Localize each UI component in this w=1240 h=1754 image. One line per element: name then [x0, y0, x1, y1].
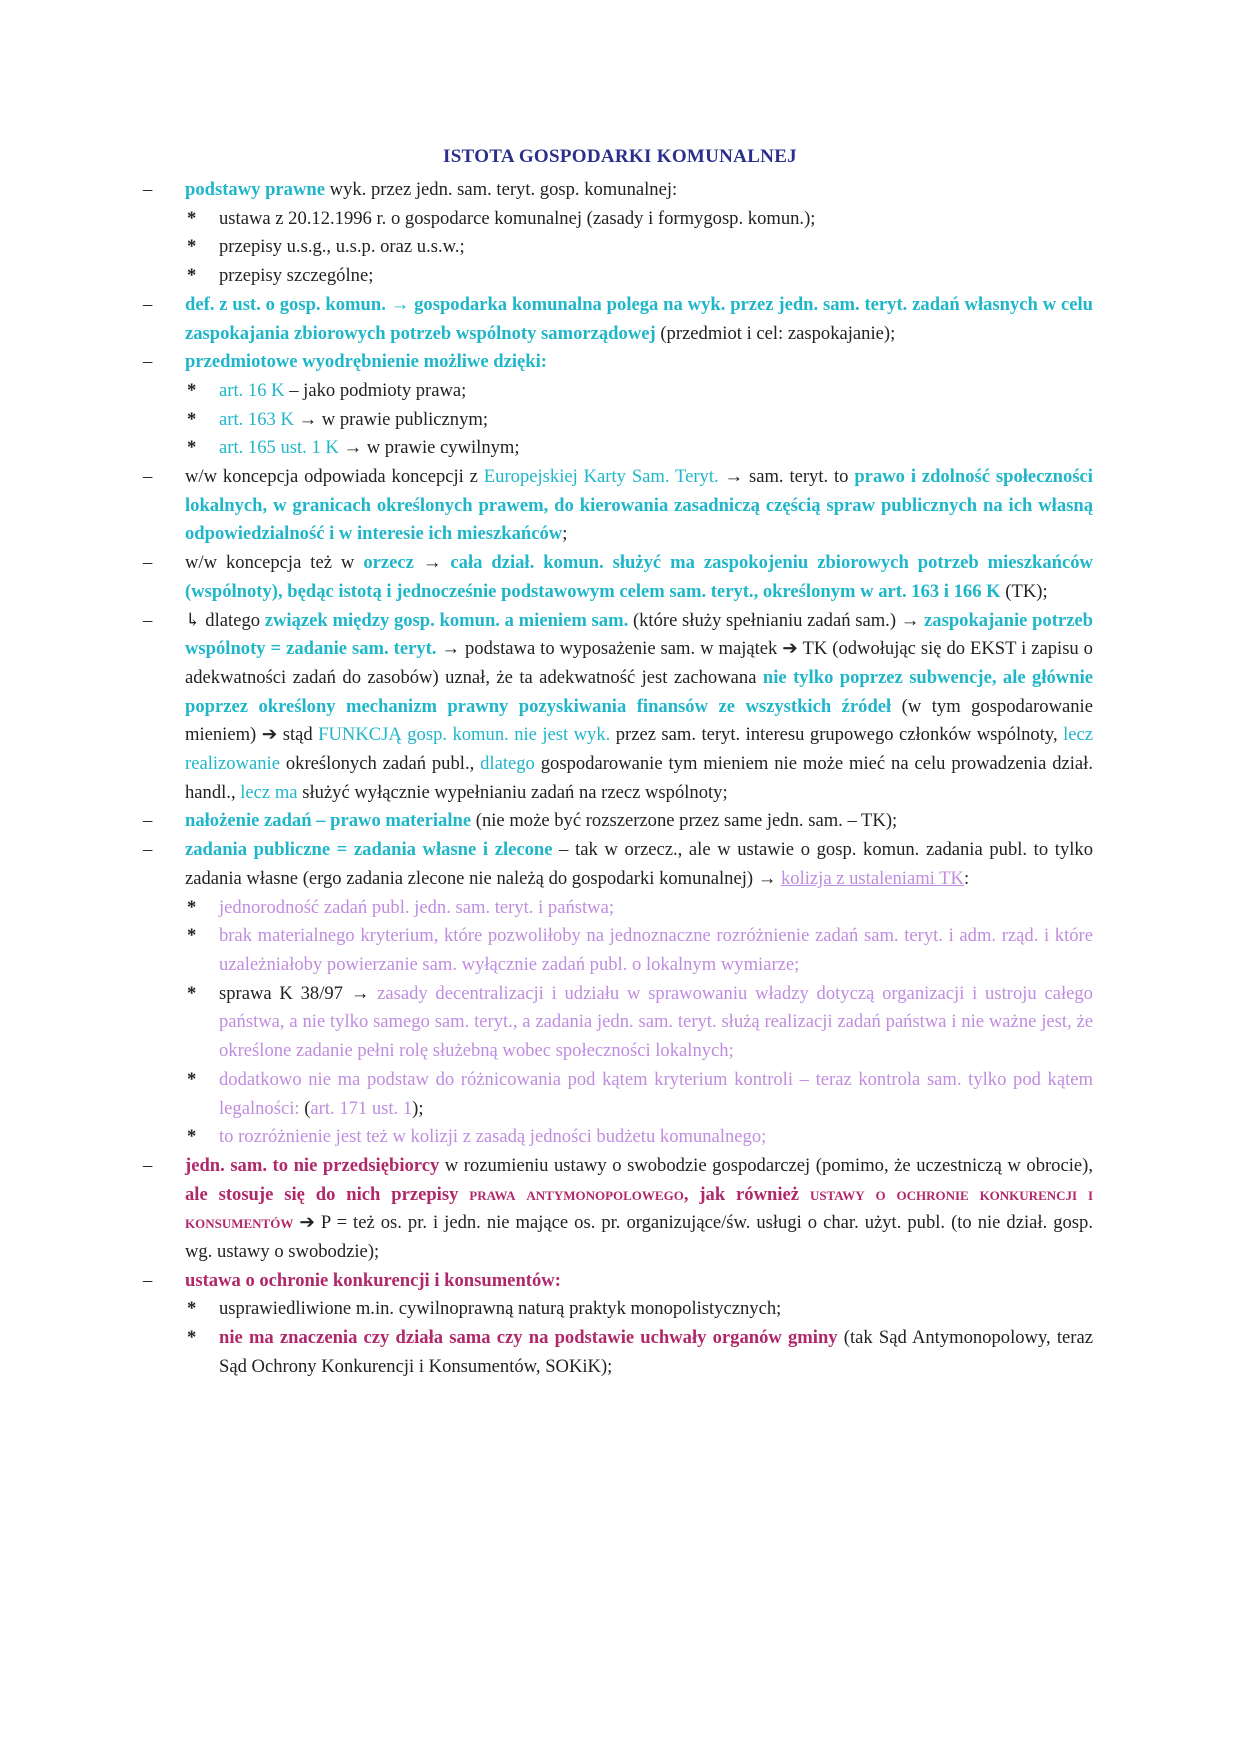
sub-item: * przepisy u.s.g., u.s.p. oraz u.s.w.; — [143, 233, 1093, 262]
star-bullet-icon: * — [187, 207, 197, 229]
list-item: – ustawa o ochronie konkurencji i konsumentów: — [143, 1267, 1093, 1296]
dash-bullet: – — [143, 466, 153, 488]
dash-bullet: – — [143, 351, 153, 373]
list-item: – w/w koncepcja też w orzecz → cała dział. komun. służyć ma zaspokojeniu zbiorowych potrzeb mieszkańców (wspólnoty), będąc istotą i jednocześnie podstawowym celem sam. teryt., określonym w art. 163 i 166 K (TK); — [143, 549, 1093, 606]
sub-item: * to rozróżnienie jest też w kolizji z zasadą jedności budżetu komunalnego; — [143, 1123, 1093, 1152]
list-item: – ↳ dlatego związek między gosp. komun. a mieniem sam. (które służy spełnianiu zadań sam.) → zaspokajanie potrzeb wspólnoty = zadanie sam. teryt. → podstawa to wyposażenie sam. w majątek ➔ TK (odwołując się do EKST i zapisu o adekwatności zadań do zasobów) uznał, że ta adekwatność jest zachowana nie tylko poprzez subwencje, ale głównie poprzez określony mechanizm prawny pozyskiwania finansów ze wszystkich źródeł (w tym gospodarowanie mieniem) ➔ stąd FUNKCJĄ gosp. komun. nie jest wyk. przez sam. teryt. interesu grupowego członków wspólnoty, lecz realizowanie określonych zadań publ., dlatego gospodarowanie tym mieniem nie może mieć na celu prowadzenia dział. handl., lecz ma służyć wyłącznie wypełnianiu zadań na rzecz wspólnoty; — [143, 607, 1093, 808]
dash-bullet: – — [143, 179, 153, 200]
list-item: – podstawy prawne wyk. przez jedn. sam. teryt. gosp. komunalnej: — [143, 176, 1093, 205]
star-bullet-icon: * — [187, 408, 197, 430]
star-bullet-icon: * — [187, 896, 197, 918]
sub-item: * jednorodność zadań publ. jedn. sam. teryt. i państwa; — [143, 894, 1093, 923]
list-item: – w/w koncepcja odpowiada koncepcji z Europejskiej Karty Sam. Teryt. → sam. teryt. to prawo i zdolność społeczności lokalnych, w granicach określonych prawem, do kierowania zasadniczą częścią spraw publicznych na ich własną odpowiedzialność i w interesie ich mieszkańców; — [143, 463, 1093, 549]
star-bullet-icon: * — [187, 1327, 197, 1349]
star-bullet-icon: * — [187, 982, 197, 1004]
star-bullet-icon: * — [187, 925, 197, 947]
bold-arrow-icon: ➔ — [299, 1212, 315, 1234]
sub-item: * ustawa z 20.12.1996 r. o gospodarce komunalnej (zasady i formygosp. komun.); — [143, 205, 1093, 234]
sub-item: * art. 165 ust. 1 K → w prawie cywilnym; — [143, 434, 1093, 463]
list-item: – zadania publiczne = zadania własne i zlecone – tak w orzecz., ale w ustawie o gosp. komun. zadania publ. to tylko zadania własne (ergo zadania zlecone nie należą do gospodarki komunalnej) → kolizja z ustaleniami TK: — [143, 836, 1093, 893]
dash-bullet: – — [143, 1154, 153, 1176]
star-bullet-icon: * — [187, 437, 197, 459]
star-bullet-icon: * — [187, 265, 197, 287]
dash-bullet: – — [143, 1269, 153, 1291]
dash-bullet: – — [143, 839, 153, 861]
dash-bullet: – — [143, 810, 153, 832]
sub-item: * art. 163 K → w prawie publicznym; — [143, 406, 1093, 435]
list-item: – nałożenie zadań – prawo materialne (nie może być rozszerzone przez same jedn. sam. – TK); — [143, 807, 1093, 836]
sub-item: * art. 16 K – jako podmioty prawa; — [143, 377, 1093, 406]
page-title: ISTOTA GOSPODARKI KOMUNALNEJ — [443, 146, 797, 167]
list-item: – jedn. sam. to nie przedsiębiorcy w rozumieniu ustawy o swobodzie gospodarczej (pomimo, że uczestniczą w obrocie), ale stosuje się do nich przepisy prawa antymonopolowego, jak również ustawy o ochronie konkurencji i konsumentów ➔ P = też os. pr. i jedn. nie mające os. pr. organizujące/św. usługi o char. użyt. publ. (to nie dział. gosp. wg. ustawy o swobodzie); — [143, 1152, 1093, 1267]
notes-body — [143, 176, 1093, 1382]
bold-arrow-icon: ➔ — [782, 638, 798, 660]
list-item: – def. z ust. o gosp. komun. → gospodarka komunalna polega na wyk. przez jedn. sam. teryt. zadań własnych w celu zaspokajania zbiorowych potrzeb wspólnoty samorządowej (przedmiot i cel: zaspokajanie); — [143, 291, 1093, 348]
sub-item: * brak materialnego kryterium, które pozwoliłoby na jednoznaczne rozróżnienie zadań sam. teryt. i adm. rząd. i które uzależniałoby powierzanie sam. wyłącznie zadań publ. o lokalnym wymiarze; — [143, 922, 1093, 979]
dash-bullet: – — [143, 609, 153, 631]
sub-item: * usprawiedliwione m.in. cywilnoprawną naturą praktyk monopolistycznych; — [143, 1295, 1093, 1324]
star-bullet-icon: * — [187, 1068, 197, 1090]
star-bullet-icon: * — [187, 1126, 197, 1148]
sub-item: * sprawa K 38/97 → zasady decentralizacji i udziału w sprawowaniu władzy dotyczą organizacji i ustroju całego państwa, a nie tylko samego sam. teryt., a zadania jedn. sam. teryt. służą realizacji zadań państwa i nie ważne jest, że określone zadanie pełni rolę służebną wobec społeczności lokalnych; — [143, 980, 1093, 1066]
sub-item: * nie ma znaczenia czy działa sama czy na podstawie uchwały organów gminy (tak Sąd Antymonopolowy, teraz Sąd Ochrony Konkurencji i Konsumentów, SOKiK); — [143, 1324, 1093, 1381]
star-bullet-icon: * — [187, 1298, 197, 1320]
hook-arrow-icon: ↳ — [185, 609, 201, 631]
bold-arrow-icon: ➔ — [261, 724, 278, 746]
sub-item: * dodatkowo nie ma podstaw do różnicowania pod kątem kryterium kontroli – teraz kontrola sam. tylko pod kątem legalności: (art. 171 ust. 1); — [143, 1066, 1093, 1123]
star-bullet-icon: * — [187, 379, 197, 401]
dash-bullet: – — [143, 552, 153, 574]
list-item: – przedmiotowe wyodrębnienie możliwe dzięki: — [143, 348, 1093, 377]
star-bullet-icon: * — [187, 236, 197, 258]
sub-item: * przepisy szczególne; — [143, 262, 1093, 291]
dash-bullet: – — [143, 293, 153, 315]
